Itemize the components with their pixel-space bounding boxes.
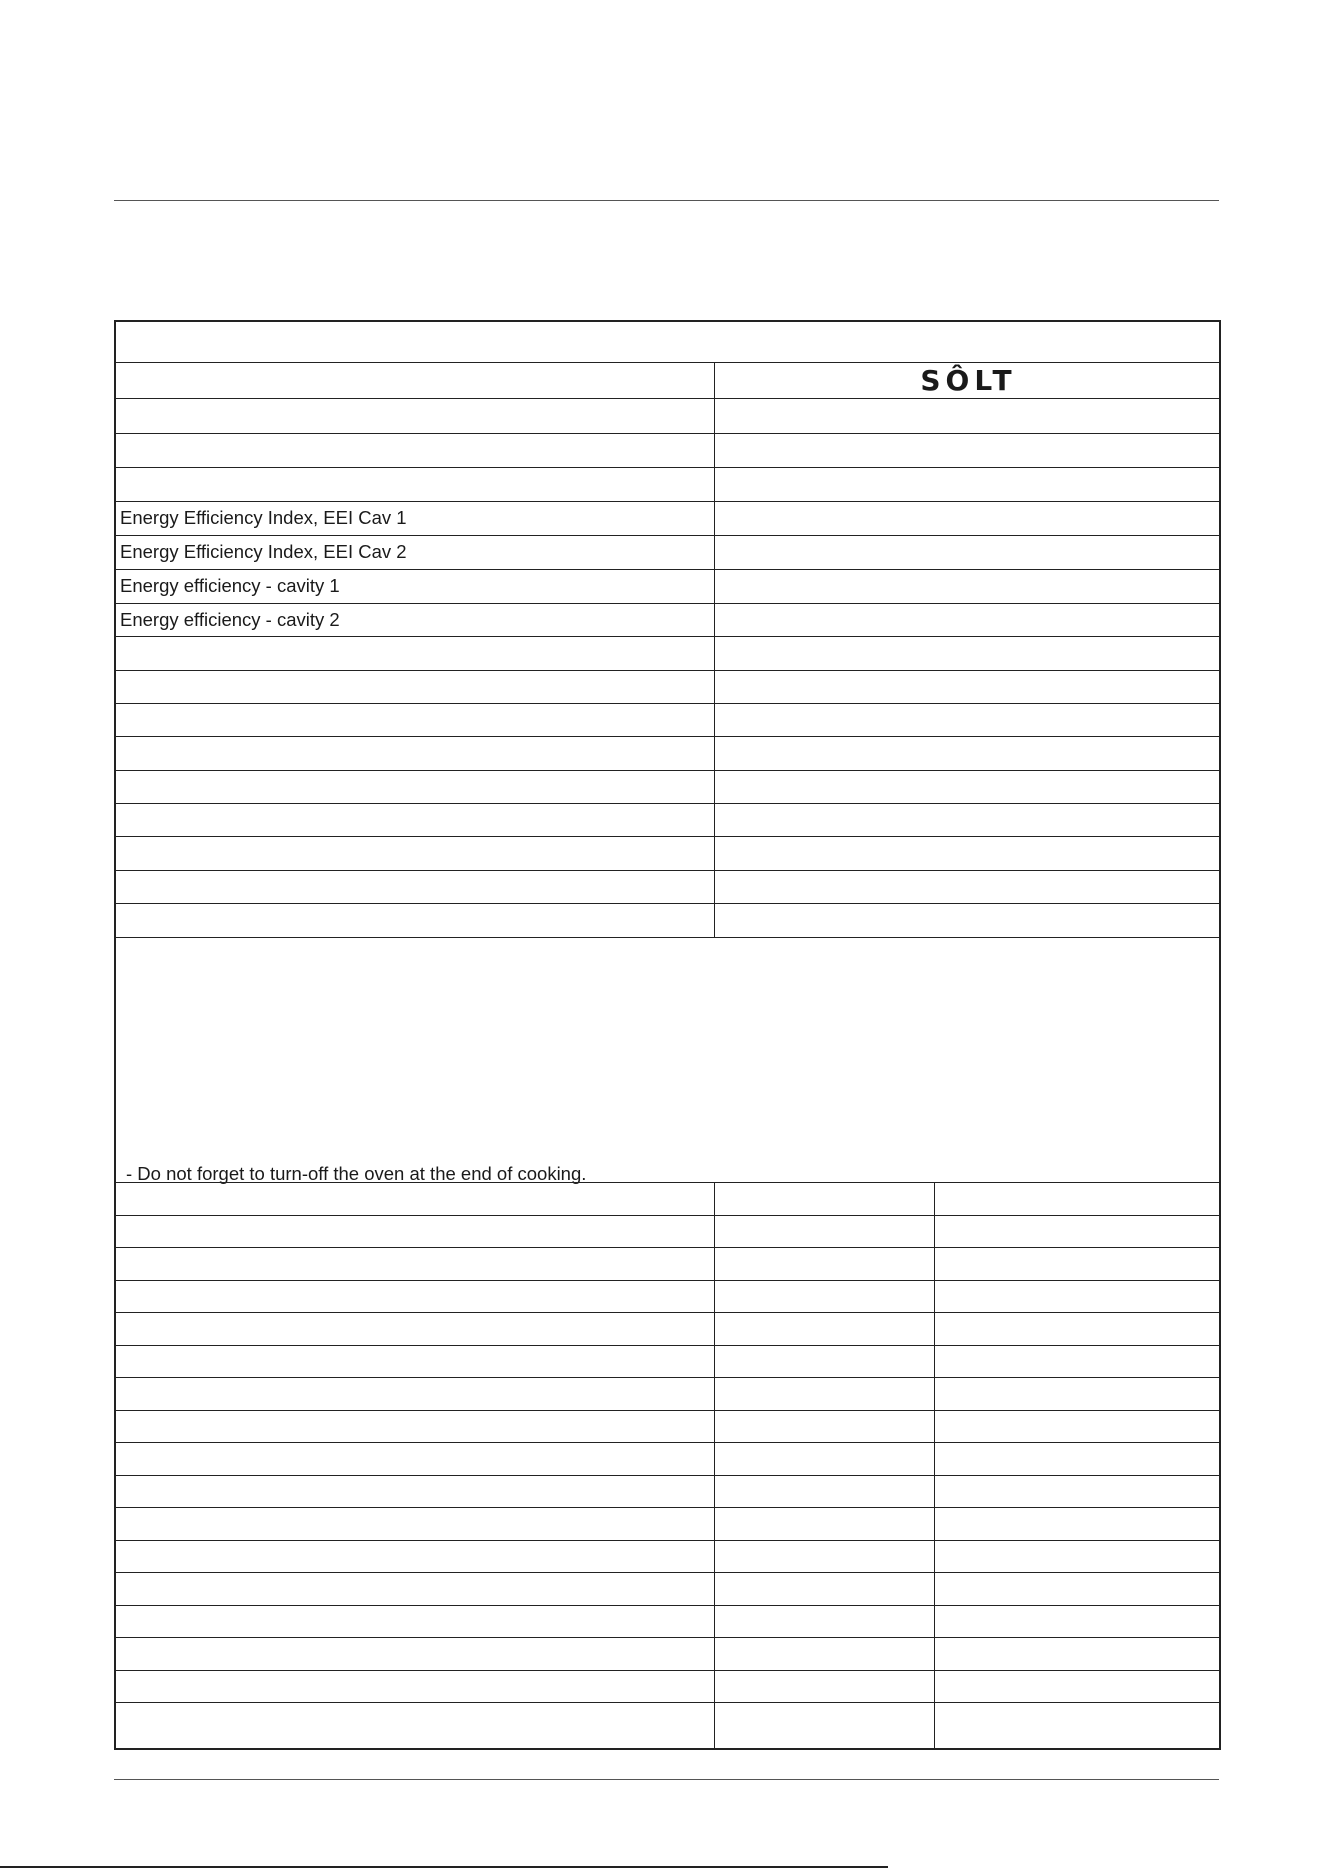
table-rule [116,1507,1219,1508]
table-rule [116,1572,1219,1573]
table-rule [116,467,1219,468]
table-rule [116,1345,1219,1346]
table-rule [116,1670,1219,1671]
row-label-efficiency-cav1: Energy efficiency - cavity 1 [120,575,340,596]
product-data-sheet [114,320,1221,1750]
table-rule [116,770,1219,771]
table-rule [116,1377,1219,1378]
table-rule [116,1475,1219,1476]
table-rule [116,1442,1219,1443]
column-divider [934,1182,935,1748]
table-rule [116,803,1219,804]
column-divider [714,362,715,937]
row-label-efficiency-cav2: Energy efficiency - cavity 2 [120,609,340,630]
table-rule [116,1540,1219,1541]
table-rule [116,903,1219,904]
table-rule [116,1182,1219,1183]
table-rule [116,736,1219,737]
page-edge-line [0,1866,888,1868]
column-divider [714,1182,715,1748]
brand-logo: SÔLT [920,364,1017,397]
table-rule [116,870,1219,871]
header-divider [114,200,1219,201]
table-rule [116,1605,1219,1606]
footer-divider [114,1779,1219,1780]
table-rule [116,836,1219,837]
table-rule [116,937,1219,938]
table-rule [116,1702,1219,1703]
row-label-eei-cav2: Energy Efficiency Index, EEI Cav 2 [120,541,407,562]
table-rule [116,670,1219,671]
row-label-eei-cav1: Energy Efficiency Index, EEI Cav 1 [120,507,407,528]
table-rule [116,1215,1219,1216]
table-rule [116,1312,1219,1313]
energy-saving-tip: - Do not forget to turn-off the oven at the end of cooking. [126,1163,587,1184]
table-rule [116,1247,1219,1248]
table-rule [116,433,1219,434]
table-rule [116,1280,1219,1281]
table-rule [116,703,1219,704]
table-rule [116,1637,1219,1638]
table-rule [116,1410,1219,1411]
